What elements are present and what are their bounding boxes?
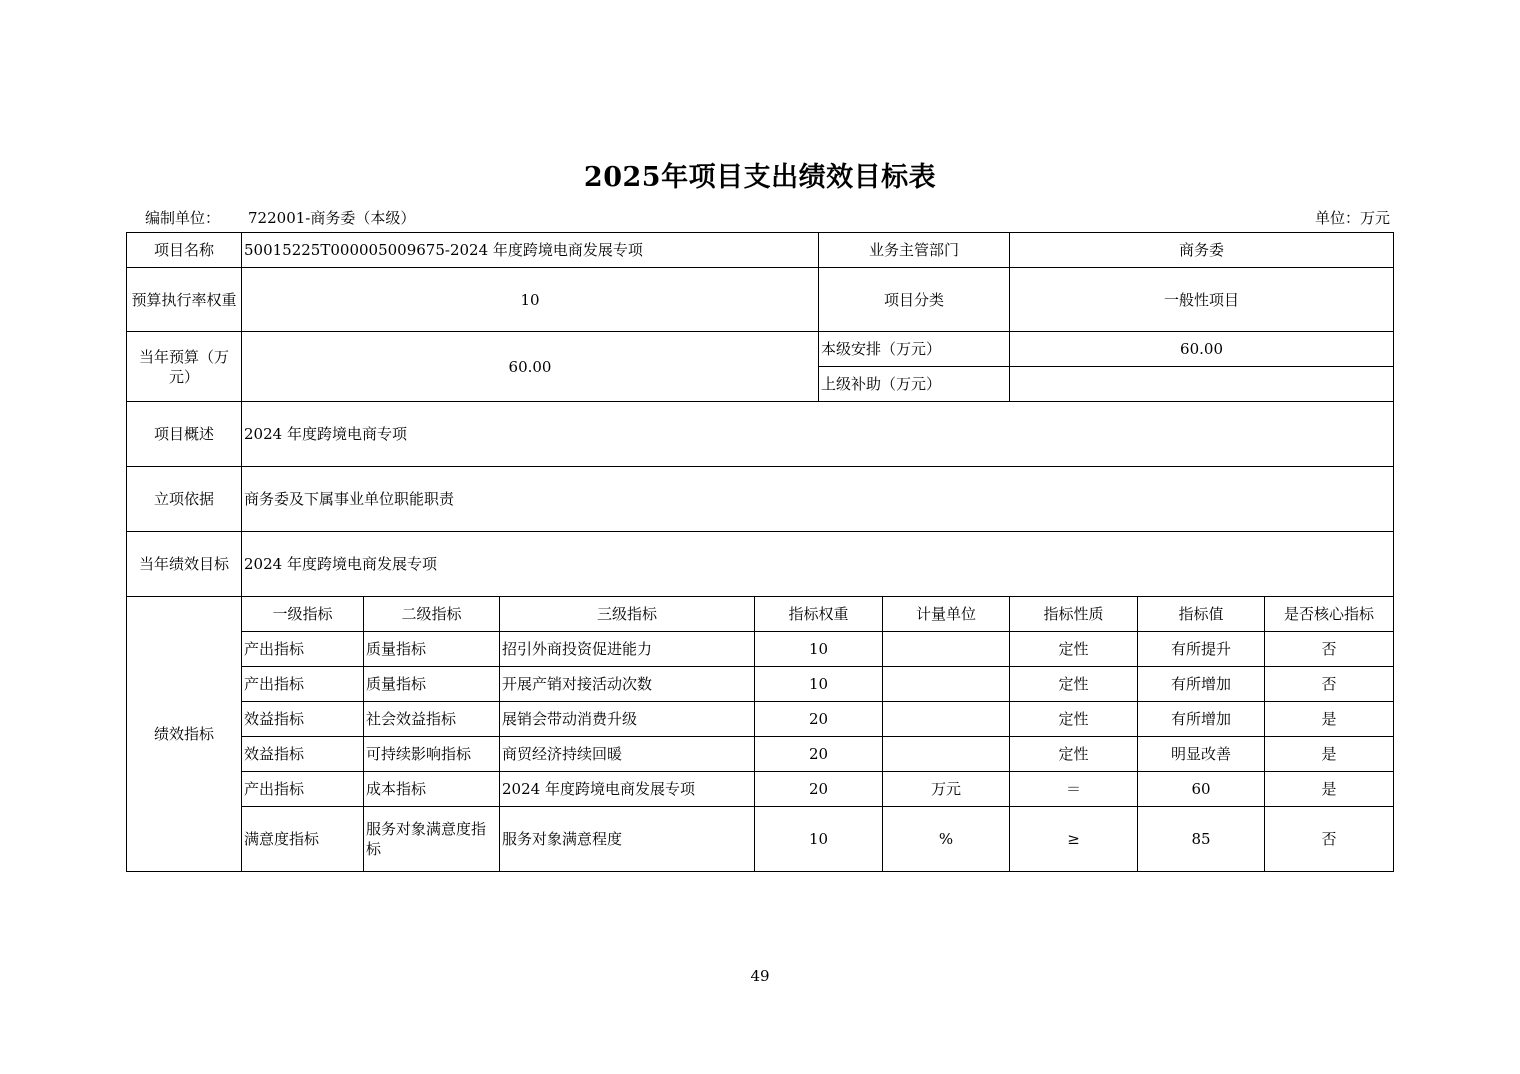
level2-cell: 成本指标 — [364, 772, 500, 807]
weight-cell: 20 — [755, 702, 883, 737]
goal-label: 当年绩效目标 — [127, 532, 242, 597]
column-header: 三级指标 — [500, 597, 755, 632]
value-cell: 85 — [1138, 807, 1265, 872]
level3-cell: 招引外商投资促进能力 — [500, 632, 755, 667]
superior-subsidy-value — [1010, 367, 1394, 402]
level1-cell: 效益指标 — [242, 702, 364, 737]
budget-value: 60.00 — [242, 332, 819, 402]
level1-cell: 产出指标 — [242, 632, 364, 667]
nature-cell: ≥ — [1010, 807, 1138, 872]
value-cell: 明显改善 — [1138, 737, 1265, 772]
compiling-unit — [145, 207, 415, 228]
page-title: 2025年项目支出绩效目标表 — [583, 162, 937, 193]
indicator-row — [127, 702, 1394, 737]
weight-cell: 10 — [755, 807, 883, 872]
core-cell: 是 — [1265, 702, 1394, 737]
core-cell: 是 — [1265, 772, 1394, 807]
indicators-section-label: 绩效指标 — [127, 597, 242, 872]
local-budget-value: 60.00 — [1010, 332, 1394, 367]
indicator-row — [127, 667, 1394, 702]
level1-cell: 产出指标 — [242, 772, 364, 807]
value-cell: 有所增加 — [1138, 667, 1265, 702]
level3-cell: 2024 年度跨境电商发展专项 — [500, 772, 755, 807]
core-cell: 否 — [1265, 667, 1394, 702]
basis-value: 商务委及下属事业单位职能职责 — [242, 467, 1394, 532]
exec-weight-label: 预算执行率权重 — [127, 268, 242, 332]
level3-cell: 开展产销对接活动次数 — [500, 667, 755, 702]
page-number: 49 — [750, 967, 770, 985]
level1-cell: 产出指标 — [242, 667, 364, 702]
table-row — [127, 268, 1394, 332]
unit-cell: 万元 — [883, 772, 1010, 807]
performance-target-table — [126, 232, 1394, 872]
unit-cell — [883, 737, 1010, 772]
indicator-row — [127, 772, 1394, 807]
weight-cell: 10 — [755, 667, 883, 702]
value-cell: 有所增加 — [1138, 702, 1265, 737]
level2-cell: 可持续影响指标 — [364, 737, 500, 772]
level2-cell: 服务对象满意度指标 — [364, 807, 500, 872]
column-header: 二级指标 — [364, 597, 500, 632]
table-row — [127, 332, 1394, 367]
table-row — [127, 233, 1394, 268]
dept-label: 业务主管部门 — [819, 233, 1010, 268]
compiling-unit-label: 编制单位： — [145, 209, 221, 227]
column-header: 计量单位 — [883, 597, 1010, 632]
basis-label: 立项依据 — [127, 467, 242, 532]
budget-label: 当年预算（万元） — [127, 332, 242, 402]
weight-cell: 20 — [755, 772, 883, 807]
level3-cell: 商贸经济持续回暖 — [500, 737, 755, 772]
column-header: 是否核心指标 — [1265, 597, 1394, 632]
dept-value: 商务委 — [1010, 233, 1394, 268]
column-header: 指标性质 — [1010, 597, 1138, 632]
indicator-row — [127, 632, 1394, 667]
level3-cell: 服务对象满意程度 — [500, 807, 755, 872]
value-cell: 有所提升 — [1138, 632, 1265, 667]
value-cell: 60 — [1138, 772, 1265, 807]
column-header: 指标权重 — [755, 597, 883, 632]
level1-cell: 效益指标 — [242, 737, 364, 772]
overview-value: 2024 年度跨境电商专项 — [242, 402, 1394, 467]
unit-cell — [883, 632, 1010, 667]
nature-cell: 定性 — [1010, 632, 1138, 667]
exec-weight-value: 10 — [242, 268, 819, 332]
goal-value: 2024 年度跨境电商发展专项 — [242, 532, 1394, 597]
core-cell: 否 — [1265, 632, 1394, 667]
indicator-row — [127, 737, 1394, 772]
level1-cell: 满意度指标 — [242, 807, 364, 872]
unit-cell — [883, 702, 1010, 737]
table-row — [127, 467, 1394, 532]
project-name-value: 50015225T000005009675-2024 年度跨境电商发展专项 — [242, 233, 819, 268]
level3-cell: 展销会带动消费升级 — [500, 702, 755, 737]
nature-cell: ＝ — [1010, 772, 1138, 807]
overview-label: 项目概述 — [127, 402, 242, 467]
column-header: 一级指标 — [242, 597, 364, 632]
level2-cell: 质量指标 — [364, 667, 500, 702]
superior-subsidy-label: 上级补助（万元） — [819, 367, 1010, 402]
level2-cell: 质量指标 — [364, 632, 500, 667]
local-budget-label: 本级安排（万元） — [819, 332, 1010, 367]
compiling-unit-value: 722001-商务委（本级） — [248, 209, 416, 227]
weight-cell: 20 — [755, 737, 883, 772]
indicator-header-row — [127, 597, 1394, 632]
category-label: 项目分类 — [819, 268, 1010, 332]
table-row — [127, 402, 1394, 467]
nature-cell: 定性 — [1010, 702, 1138, 737]
core-cell: 否 — [1265, 807, 1394, 872]
unit-cell: % — [883, 807, 1010, 872]
unit-cell — [883, 667, 1010, 702]
level2-cell: 社会效益指标 — [364, 702, 500, 737]
table-row — [127, 532, 1394, 597]
nature-cell: 定性 — [1010, 737, 1138, 772]
project-name-label: 项目名称 — [127, 233, 242, 268]
nature-cell: 定性 — [1010, 667, 1138, 702]
weight-cell: 10 — [755, 632, 883, 667]
indicator-row — [127, 807, 1394, 872]
column-header: 指标值 — [1138, 597, 1265, 632]
currency-unit: 单位：万元 — [1314, 209, 1390, 227]
category-value: 一般性项目 — [1010, 268, 1394, 332]
core-cell: 是 — [1265, 737, 1394, 772]
